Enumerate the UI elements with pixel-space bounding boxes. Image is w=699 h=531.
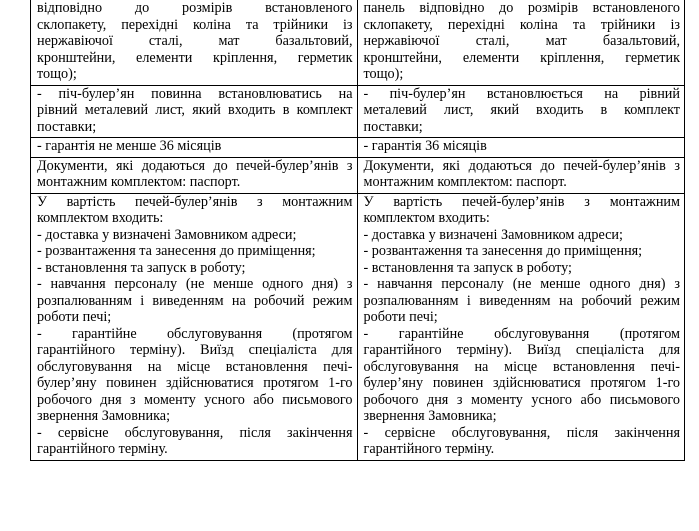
- text-line: нержавіючої сталі, мат базальтовий,: [363, 33, 680, 49]
- text-line: нержавіючої сталі, мат базальтовий,: [37, 33, 353, 49]
- text-line: металевий лист, який входить в комплект: [363, 102, 680, 118]
- text-line: обслуговування на місце встановлення печі-: [37, 358, 353, 375]
- text-line: кронштейни, елементи кріплення, герметик: [363, 49, 680, 66]
- text-line: звернення Замовника;: [37, 408, 171, 424]
- text-line: панель відповідно до розмірів встановленого: [363, 0, 680, 16]
- table-cell-left: [31, 138, 358, 157]
- text-line: - доставка у визначені Замовником адреси;: [37, 226, 297, 243]
- text-line: розпалюванням і виведенням на робочий режим: [363, 292, 680, 309]
- table-cell-left: [31, 158, 358, 193]
- table-cell-right: [358, 86, 685, 138]
- text-line: - навчання персоналу (не менше одного дня) з: [37, 276, 353, 292]
- text-line: склопакету, перехідні коліна та трійники із: [37, 16, 353, 33]
- text-line: склопакету, перехідні коліна та трійники із: [363, 16, 680, 33]
- table-cell-right: [358, 158, 685, 193]
- text-line: - доставка у визначені Замовником адреси;: [363, 226, 623, 243]
- text-line: комплектом входить:: [37, 210, 164, 226]
- text-line: - піч-булер’ян встановлюється на рівний: [363, 85, 680, 102]
- text-line: тощо);: [363, 66, 404, 82]
- text-line: робочого дня з моменту усного або письмового: [363, 391, 680, 408]
- table-row: [31, 138, 684, 158]
- comparison-table: [30, 0, 685, 461]
- table-cell-left: [31, 194, 358, 460]
- text-line: - встановлення та запуск в роботу;: [37, 259, 246, 276]
- text-line: обслуговування на місце встановлення печі-: [363, 358, 680, 375]
- text-line: гарантійного терміну). Виїзд спеціаліста для: [363, 342, 680, 358]
- text-line: Документи, які додаються до печей-булер’янів з: [363, 157, 680, 174]
- text-line: булер’яну повинен здійснюватися протягом 1-го: [363, 375, 680, 391]
- text-line: - гарантійне обслуговування (протягом: [363, 325, 680, 342]
- table-cell-right: [358, 138, 685, 157]
- table-row: [31, 86, 684, 139]
- text-line: - розвантаження та занесення до приміщення;: [37, 243, 316, 259]
- table-cell-left: [31, 0, 358, 85]
- text-line: монтажним комплектом: паспорт.: [37, 174, 241, 190]
- text-line: Документи, які додаються до печей-булер’янів з: [37, 157, 353, 174]
- text-line: - встановлення та запуск в роботу;: [363, 259, 572, 276]
- table-cell-right: [358, 194, 685, 460]
- text-line: рівний металевий лист, який входить в комплект: [37, 102, 353, 118]
- text-line: гарантійного терміну.: [363, 441, 495, 457]
- table-row: [31, 194, 684, 460]
- text-line: гарантійного терміну). Виїзд спеціаліста для: [37, 342, 353, 358]
- text-line: роботи печі;: [363, 309, 438, 325]
- text-line: - гарантія 36 місяців: [363, 138, 487, 154]
- text-line: - гарантійне обслуговування (протягом: [37, 325, 353, 342]
- text-line: булер’яну повинен здійснюватися протягом 1-го: [37, 375, 353, 391]
- text-line: - навчання персоналу (не менше одного дня) з: [363, 276, 680, 292]
- table-cell-right: [358, 0, 685, 85]
- text-line: - гарантія не менше 36 місяців: [37, 138, 222, 154]
- text-line: тощо);: [37, 66, 77, 82]
- text-line: гарантійного терміну.: [37, 441, 168, 457]
- text-line: У вартість печей-булер’янів з монтажним: [363, 193, 680, 210]
- text-line: поставки;: [363, 118, 423, 135]
- text-line: монтажним комплектом: паспорт.: [363, 174, 567, 190]
- table-row: [31, 0, 684, 86]
- text-line: робочого дня з моменту усного або письмового: [37, 391, 353, 408]
- text-line: - сервісне обслуговування, після закінчення: [363, 424, 680, 441]
- text-line: розпалюванням і виведенням на робочий режим: [37, 292, 353, 309]
- text-line: У вартість печей-булер’янів з монтажним: [37, 193, 353, 210]
- text-line: - сервісне обслуговування, після закінчення: [37, 424, 353, 441]
- text-line: комплектом входить:: [363, 210, 490, 226]
- text-line: поставки;: [37, 118, 97, 135]
- text-line: звернення Замовника;: [363, 408, 497, 424]
- text-line: роботи печі;: [37, 309, 112, 325]
- table-cell-left: [31, 86, 358, 138]
- text-line: - розвантаження та занесення до приміщення;: [363, 243, 643, 259]
- text-line: кронштейни, елементи кріплення, герметик: [37, 49, 353, 66]
- text-line: відповідно до розмірів встановленого: [37, 0, 353, 16]
- table-row: [31, 158, 684, 194]
- text-line: - піч-булер’ян повинна встановлюватись на: [37, 85, 353, 102]
